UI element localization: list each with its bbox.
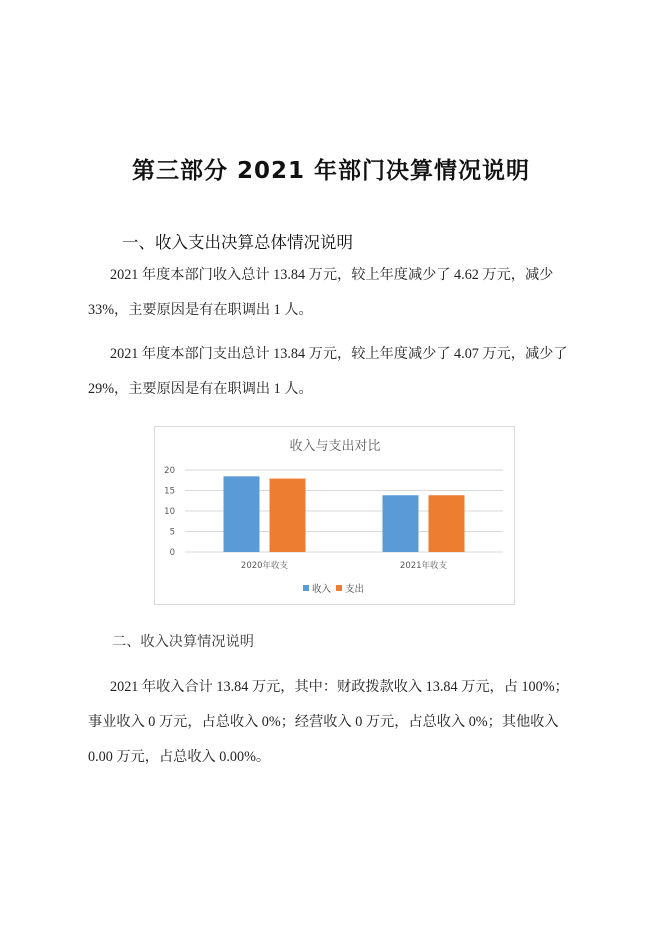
bar-支出-2021年收支: [429, 495, 465, 552]
chart-y-axis: [164, 466, 175, 558]
chart-canvas: [155, 427, 514, 604]
income-expense-chart: [154, 426, 515, 605]
chart-title: 收入与支出对比: [289, 439, 381, 454]
section1-heading: 一、收入支出决算总体情况说明: [122, 233, 353, 252]
y-tick-label-15: 15: [164, 486, 175, 497]
page-title: 第三部分 2021 年部门决算情况说明: [131, 158, 531, 184]
bar-收入-2020年收支: [224, 476, 260, 552]
section2-heading: 二、收入决算情况说明: [112, 634, 254, 650]
legend-label-收入: 收入: [312, 584, 332, 595]
y-tick-label-20: 20: [164, 466, 175, 476]
y-tick-label-10: 10: [164, 507, 175, 517]
y-tick-label-5: 5: [169, 527, 175, 538]
section1-paragraph-income: 2021 年度本部门收入总计 13.84 万元，较上年度减少了 4.62 万元，减少 33%，主要原因是有在职调出 1 人。: [88, 267, 554, 318]
bar-支出-2020年收支: [270, 479, 306, 552]
legend-swatch-收入: [303, 585, 309, 591]
section2-paragraph-income-detail: 2021 年收入合计 13.84 万元，其中：财政拨款收入 13.84 万元，占 100%；事业收入 0 万元，占总收入 0%；经营收入 0 万元，占总收入 0%；其他收入 0.00 万元，占总收入 0.00%。: [88, 679, 569, 765]
x-tick-label-0: 2020年收支: [240, 561, 289, 571]
section1-paragraph-expense: 2021 年度本部门支出总计 13.84 万元，较上年度减少了 4.07 万元，减少了 29%，主要原因是有在职调出 1 人。: [88, 346, 568, 397]
chart-bars: [224, 476, 465, 552]
chart-legend: [303, 583, 364, 595]
x-tick-label-1: 2021年收支: [399, 561, 448, 571]
legend-swatch-支出: [336, 585, 342, 591]
bar-收入-2021年收支: [383, 495, 419, 552]
y-tick-label-0: 0: [169, 548, 175, 558]
chart-x-axis: [241, 560, 448, 571]
legend-label-支出: 支出: [345, 584, 365, 595]
